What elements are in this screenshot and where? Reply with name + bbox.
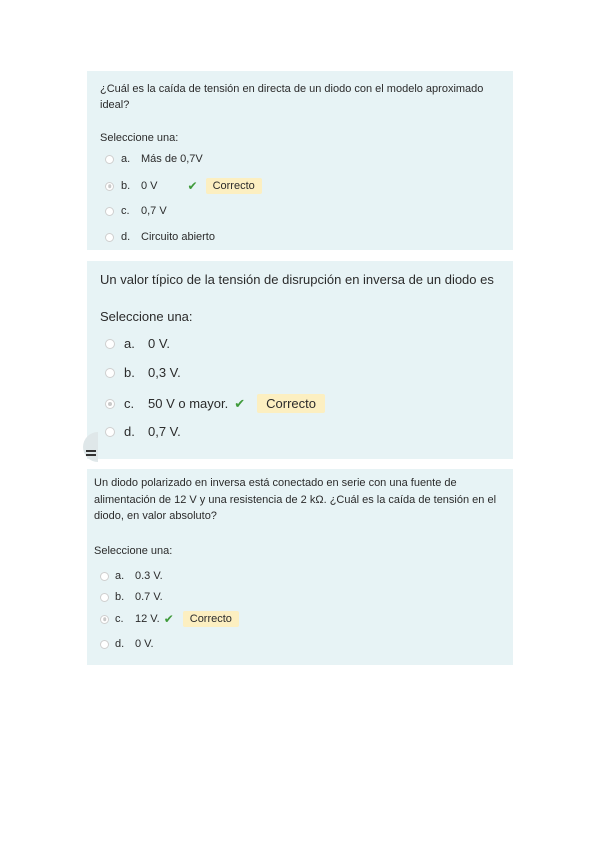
question-1-text: ¿Cuál es la caída de tensión en directa de un diodo con el modelo aproximado ideal? [100, 83, 484, 111]
question-2-option-b[interactable] [105, 365, 181, 380]
option-text: 0.3 V. [135, 570, 163, 582]
option-letter: d. [115, 638, 125, 650]
question-1-option-a[interactable] [105, 153, 203, 165]
option-text: 0.7 V. [135, 591, 163, 603]
question-3-option-c[interactable] [100, 611, 239, 627]
check-icon: ✔ [234, 395, 246, 411]
question-2-text: Un valor típico de la tensión de disrupción en inversa de un diodo es [100, 272, 494, 287]
radio-button-selected[interactable] [105, 182, 114, 191]
option-letter: c. [115, 613, 124, 625]
option-text: Más de 0,7V [141, 153, 203, 165]
option-letter: b. [115, 591, 125, 603]
question-3-text: Un diodo polarizado en inversa está conectado en serie con una fuente de alimentación de 12 V y una resistencia de 2 kΩ. ¿Cuál es la caída de tensión en el diodo, en valor absoluto? [94, 477, 497, 522]
radio-button[interactable] [105, 427, 115, 437]
question-1-option-b[interactable] [105, 178, 262, 194]
option-text: 50 V o mayor. [148, 396, 229, 411]
option-letter: c. [121, 205, 130, 217]
question-2-option-d[interactable] [105, 424, 181, 439]
option-letter: b. [121, 180, 131, 192]
option-text: 0 V. [135, 638, 154, 650]
question-1-option-d[interactable] [105, 231, 215, 243]
check-icon: ✔ [163, 612, 174, 626]
radio-button-selected[interactable] [105, 399, 115, 409]
correct-badge: Correcto [206, 178, 262, 194]
question-1-option-c[interactable] [105, 205, 167, 217]
option-letter: a. [121, 153, 131, 165]
option-letter: a. [115, 570, 125, 582]
correct-badge: Correcto [183, 611, 239, 627]
menu-icon [86, 450, 96, 456]
radio-button[interactable] [100, 572, 109, 581]
question-3-option-b[interactable] [100, 591, 163, 603]
question-3-prompt: Seleccione una: [94, 545, 173, 557]
option-text: 12 V. [135, 613, 160, 625]
question-3-option-d[interactable] [100, 638, 154, 650]
option-text: 0,7 V [141, 205, 167, 217]
question-2-option-c[interactable] [105, 394, 325, 413]
option-text: 0 V [141, 180, 158, 192]
radio-button-selected[interactable] [100, 615, 109, 624]
correct-badge: Correcto [257, 394, 325, 413]
option-letter: b. [124, 365, 135, 380]
question-2-option-a[interactable] [105, 336, 170, 351]
radio-button[interactable] [100, 640, 109, 649]
option-letter: a. [124, 336, 135, 351]
question-3-option-a[interactable] [100, 570, 163, 582]
option-text: 0,7 V. [148, 424, 181, 439]
option-text: 0,3 V. [148, 365, 181, 380]
question-2-panel [87, 261, 513, 459]
option-text: 0 V. [148, 336, 170, 351]
radio-button[interactable] [105, 233, 114, 242]
radio-button[interactable] [105, 155, 114, 164]
option-letter: c. [124, 396, 135, 411]
option-text: Circuito abierto [141, 231, 215, 243]
radio-button[interactable] [100, 593, 109, 602]
question-3-panel [87, 469, 513, 665]
check-icon: ✔ [187, 179, 198, 193]
question-2-prompt: Seleccione una: [100, 309, 193, 324]
radio-button[interactable] [105, 207, 114, 216]
radio-button[interactable] [105, 368, 115, 378]
question-1-prompt: Seleccione una: [100, 132, 179, 144]
option-letter: d. [121, 231, 131, 243]
option-letter: d. [124, 424, 135, 439]
question-1-panel [87, 71, 513, 250]
radio-button[interactable] [105, 339, 115, 349]
